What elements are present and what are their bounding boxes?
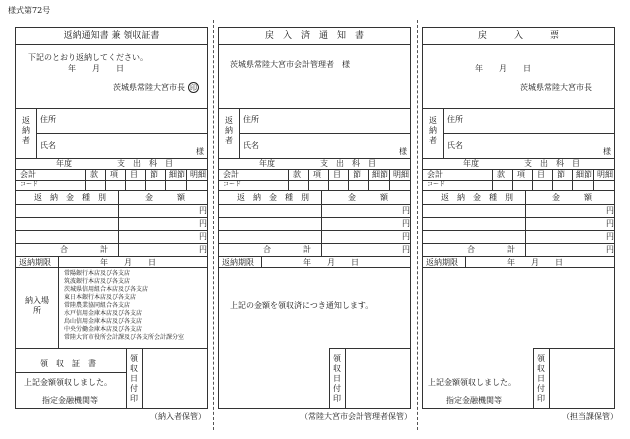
notice-text: 上記の金額を領収済につき通知します。 [230, 301, 374, 310]
shishutsu-kamoku-label: 支 出 科 目 [320, 159, 376, 168]
saisetsu-label: 細節 [576, 170, 592, 179]
moku-label: 目 [333, 170, 341, 179]
kou-label: 項 [110, 170, 118, 179]
list-item: 常陽銀行本店及び各支店 [64, 270, 131, 277]
payer-label: 返納者 [429, 116, 437, 145]
due-label: 返納期限 [426, 258, 458, 267]
sama-label: 様 [603, 147, 611, 156]
amount-type-header: 返 納 金 種 別 [237, 193, 309, 202]
due-label: 返納期限 [19, 258, 51, 267]
receipt-title: 領 収 証 書 [40, 359, 96, 368]
yen-unit: 円 [402, 219, 410, 228]
saisetsu-label: 細節 [169, 170, 185, 179]
panel-footer: （常陸大宮市会計管理者保管） [300, 412, 412, 421]
payer-label: 返納者 [225, 116, 233, 145]
amount-type-header: 返 納 金 種 別 [441, 193, 513, 202]
kou-label: 項 [313, 170, 321, 179]
panel-footer: （納入者保管） [150, 412, 206, 421]
amount-header: 金 額 [348, 193, 388, 202]
address-label: 住所 [40, 115, 56, 124]
yen-unit: 円 [199, 232, 207, 241]
shishutsu-kamoku-label: 支 出 科 目 [117, 159, 173, 168]
yen-unit: 円 [606, 245, 614, 254]
code-label: コード [427, 181, 446, 188]
receipt-date-label: 領収日付印 [333, 354, 341, 403]
amount-header: 金 額 [552, 193, 592, 202]
code-label: コード [223, 181, 242, 188]
list-item: 常陸農業協同組合各支店 [64, 302, 131, 309]
kan-label: 款 [497, 170, 505, 179]
list-item: 東日本銀行本店及び各支店 [64, 294, 137, 301]
payment-place-list [64, 270, 184, 341]
list-item: 茨城県信用組合本店及び各支店 [64, 286, 149, 293]
panel-title: 戻 入 済 通 知 書 [264, 31, 364, 41]
address-label: 住所 [447, 115, 463, 124]
yen-unit: 円 [402, 206, 410, 215]
receipt-text: 上記金額領収しました。 [24, 378, 112, 387]
code-label: コード [20, 181, 39, 188]
form-number: 様式第72号 [8, 6, 51, 15]
kaikei-label: 会計 [223, 170, 239, 179]
meisai-label: 明細 [597, 170, 613, 179]
payer-label: 返納者 [22, 116, 30, 145]
nendo-label: 年度 [463, 159, 479, 168]
saisetsu-label: 細節 [372, 170, 388, 179]
meisai-label: 明細 [393, 170, 409, 179]
bank-label: 指定金融機関等 [446, 396, 502, 405]
kou-label: 項 [517, 170, 525, 179]
name-label: 氏名 [447, 141, 463, 150]
total-label: 合 計 [263, 245, 311, 254]
shishutsu-kamoku-label: 支 出 科 目 [524, 159, 580, 168]
yen-unit: 円 [199, 245, 207, 254]
amount-type-header: 返 納 金 種 別 [34, 193, 106, 202]
due-label: 返納期限 [222, 258, 254, 267]
panel-title: 返納通知書 兼 領収証書 [63, 31, 160, 41]
name-label: 氏名 [40, 141, 56, 150]
addressee: 茨城県常陸大宮市会計管理者 様 [230, 60, 350, 69]
kaikei-label: 会計 [20, 170, 36, 179]
receipt-date-label: 領収日付印 [130, 354, 138, 403]
issuer-name: 茨城県常陸大宮市長 [520, 83, 592, 92]
yen-unit: 円 [199, 219, 207, 228]
bank-label: 指定金融機関等 [42, 396, 98, 405]
kan-label: 款 [293, 170, 301, 179]
nendo-label: 年度 [56, 159, 72, 168]
cut-line [417, 20, 418, 430]
list-item: 中央労働金庫本店及び各支店 [64, 326, 143, 333]
payment-place-label: 納入場所 [25, 296, 49, 315]
list-item: 水戸信用金庫本店及び各支店 [64, 310, 143, 317]
yen-unit: 円 [606, 206, 614, 215]
kaikei-label: 会計 [427, 170, 443, 179]
setsu-label: 節 [353, 170, 361, 179]
yen-unit: 円 [402, 245, 410, 254]
setsu-label: 節 [557, 170, 565, 179]
cut-line [213, 20, 214, 430]
due-date: 年 月 日 [303, 258, 359, 267]
due-date: 年 月 日 [100, 258, 156, 267]
seal-mark: 印 [190, 84, 197, 92]
nendo-label: 年度 [259, 159, 275, 168]
moku-label: 目 [537, 170, 545, 179]
issue-date: 年 月 日 [475, 64, 531, 73]
meisai-label: 明細 [190, 170, 206, 179]
address-label: 住所 [243, 115, 259, 124]
list-item: 烏山信用金庫本店及び各支店 [64, 318, 143, 325]
issue-date: 年 月 日 [68, 64, 124, 73]
list-item: 筑波銀行本店及び各支店 [64, 278, 131, 285]
amount-header: 金 額 [145, 193, 185, 202]
sama-label: 様 [196, 147, 204, 156]
moku-label: 目 [130, 170, 138, 179]
due-date: 年 月 日 [507, 258, 563, 267]
setsu-label: 節 [150, 170, 158, 179]
yen-unit: 円 [402, 232, 410, 241]
panel-footer: （担当課保管） [562, 412, 618, 421]
yen-unit: 円 [606, 219, 614, 228]
sama-label: 様 [399, 147, 407, 156]
name-label: 氏名 [243, 141, 259, 150]
issuer-name: 茨城県常陸大宮市長 [113, 83, 185, 92]
total-label: 合 計 [467, 245, 515, 254]
intro-text: 下記のとおり返納してください。 [28, 53, 148, 62]
receipt-text: 上記金額領収しました。 [428, 378, 516, 387]
yen-unit: 円 [199, 206, 207, 215]
yen-unit: 円 [606, 232, 614, 241]
total-label: 合 計 [60, 245, 108, 254]
list-item: 常陸大宮市役所会計課及び各支所会計課分室 [64, 334, 185, 341]
kan-label: 款 [90, 170, 98, 179]
panel-title: 戻 入 票 [477, 31, 559, 41]
receipt-date-label: 領収日付印 [537, 354, 545, 403]
